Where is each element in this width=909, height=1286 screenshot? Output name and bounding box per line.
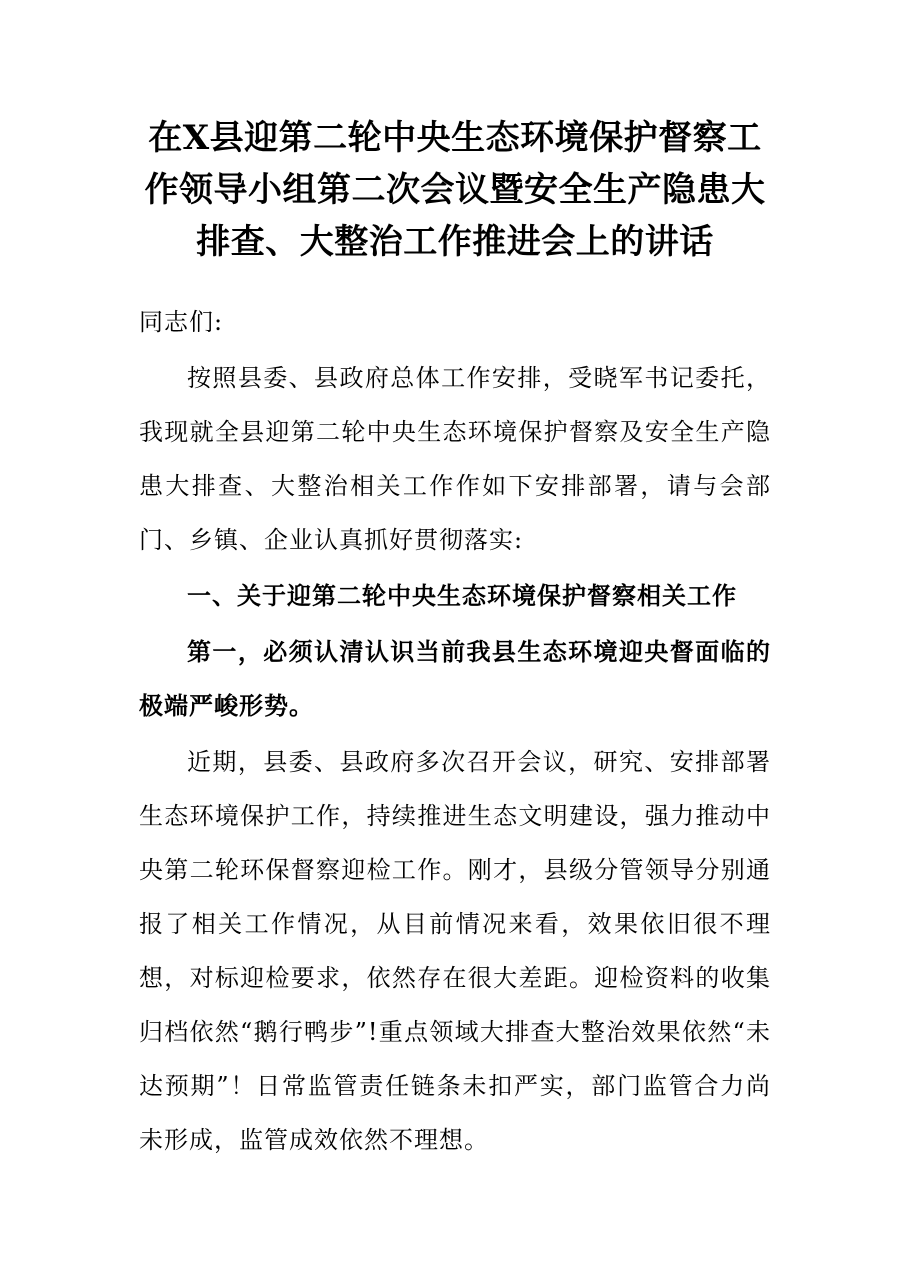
- document-body: [139, 112, 771, 1167]
- salutation: 同志们:: [139, 308, 224, 336]
- body-paragraph: 近期，县委、县政府多次召开会议，研究、安排部署生态环境保护工作，持续推进生态文明建设，强力推动中央第二轮环保督察迎检工作。刚才，县级分管领导分别通报了相关工作情况，从目前情况来看，效果依旧很不理想，对标迎检要求，依然存在很大差距。迎检资料的收集归档依然“鹅行鸭步”!重点领域大排查大整治效果依然“未达预期”！日常监管责任链条未扣严实，部门监管合力尚未形成，监管成效依然不理想。: [139, 748, 771, 1154]
- document-title: 在X县迎第二轮中央生态环境保护督察工作领导小组第二次会议暨安全生产隐患大排查、大整治工作推进会上的讲话: [144, 118, 766, 262]
- intro-paragraph: 按照县委、县政府总体工作安排，受晓军书记委托，我现就全县迎第二轮中央生态环境保护督察及安全生产隐患大排查、大整治相关工作作如下安排部署，请与会部门、乡镇、企业认真抓好贯彻落实:: [139, 364, 771, 554]
- section-heading: 一、关于迎第二轮中央生态环境保护督察相关工作: [187, 582, 737, 610]
- subsection-heading: 第一，必须认清认识当前我县生态环境迎央督面临的极端严峻形势。: [139, 638, 771, 720]
